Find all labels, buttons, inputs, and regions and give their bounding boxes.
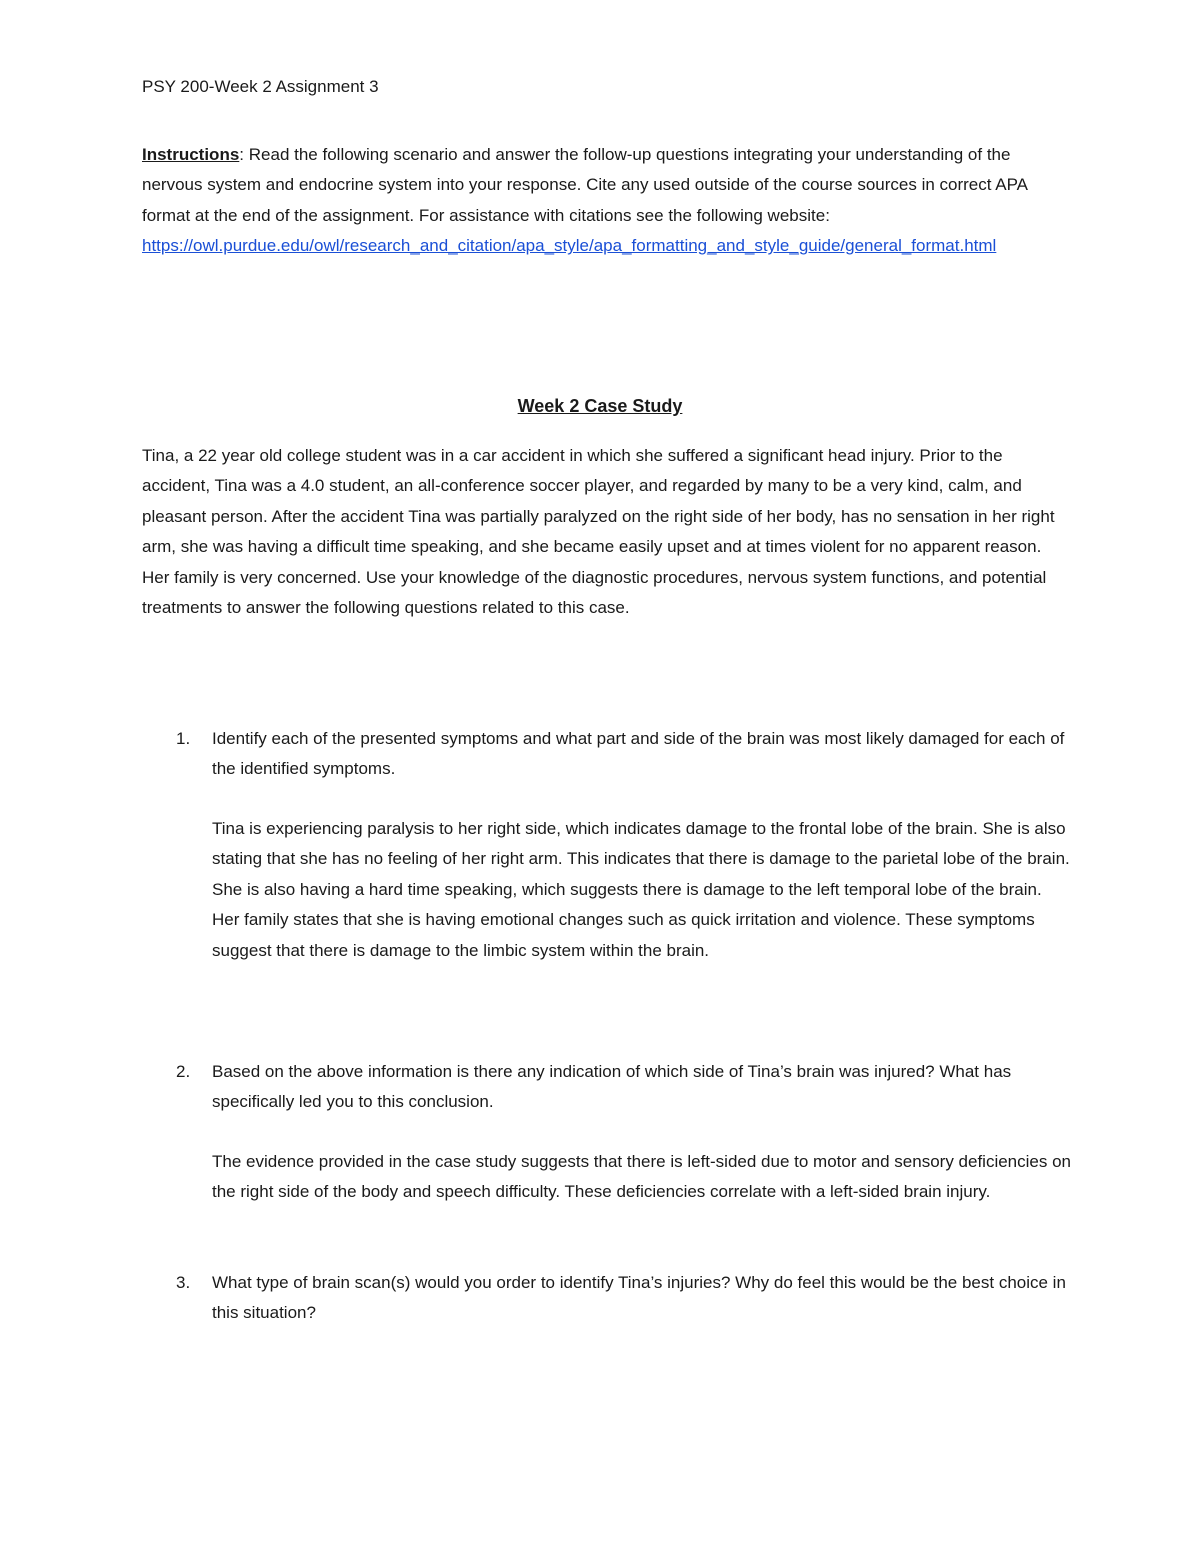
question-text: Identify each of the presented symptoms and what part and side of the brain was most likely damaged for each of the identified symptoms. <box>212 729 1065 779</box>
question-1 <box>142 724 1072 785</box>
question-2 <box>142 1057 1072 1118</box>
question-number: 1. <box>176 729 191 748</box>
answer-1: Tina is experiencing paralysis to her right side, which indicates damage to the frontal lobe of the brain. She is also stating that she has no feeling of her right arm. This indicates that there is damage to the parietal lobe of the brain. She is also having a hard time speaking, which suggests there is damage to the left temporal lobe of the brain. Her family states that she is having emotional changes such as quick irritation and violence. These symptoms suggest that there is damage to the limbic system within the brain. <box>212 819 1070 960</box>
document-header: PSY 200-Week 2 Assignment 3 <box>142 77 379 96</box>
question-3 <box>142 1268 1072 1329</box>
question-text: What type of brain scan(s) would you order to identify Tina’s injuries? Why do feel this would be the best choice in this situation? <box>212 1273 1066 1323</box>
instructions-paragraph <box>142 140 1072 262</box>
question-number: 3. <box>176 1273 191 1292</box>
question-number: 2. <box>176 1062 191 1081</box>
instructions-colon: : <box>239 145 245 164</box>
case-study-scenario: Tina, a 22 year old college student was in a car accident in which she suffered a significant head injury. Prior to the accident, Tina was a 4.0 student, an all-conference soccer player, and regarded by many to be a very kind, calm, and pleasant person. After the accident Tina was partially paralyzed on the right side of her body, has no sensation in her right arm, she was having a difficult time speaking, and she became easily upset and at times violent for no apparent reason. Her family is very concerned. Use your knowledge of the diagnostic procedures, nervous system functions, and potential treatments to answer the following questions related to this case. <box>142 446 1055 618</box>
answer-2: The evidence provided in the case study suggests that there is left-sided due to motor and sensory deficiencies on the right side of the body and speech difficulty. These deficiencies correlate with a left-sided brain injury. <box>212 1152 1071 1202</box>
apa-guide-link[interactable]: https://owl.purdue.edu/owl/research_and_citation/apa_style/apa_formatting_and_style_guide/general_format.html <box>142 236 997 256</box>
instructions-text: Read the following scenario and answer the follow-up questions integrating your understanding of the nervous system and endocrine system into your response. Cite any used outside of the course sources in correct APA format at the end of the assignment. For assistance with citations see the following website: <box>142 145 1028 225</box>
instructions-label: Instructions <box>142 145 240 164</box>
question-text: Based on the above information is there any indication of which side of Tina’s brain was injured? What has specifically led you to this conclusion. <box>212 1062 1012 1112</box>
case-study-title: Week 2 Case Study <box>517 396 683 416</box>
